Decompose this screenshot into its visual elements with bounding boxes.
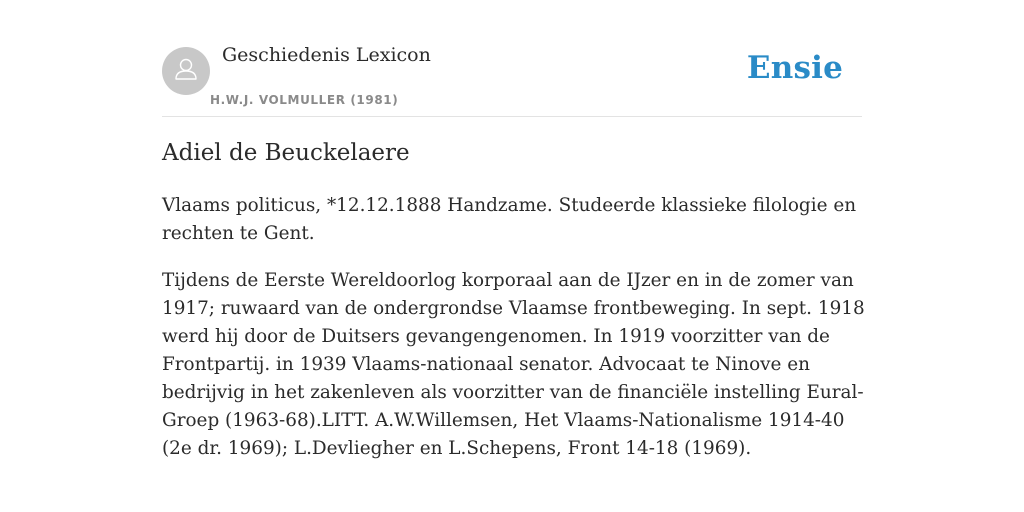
user-silhouette-icon (171, 54, 201, 89)
entry-paragraph: Tijdens de Eerste Wereldoorlog korporaal aan de IJzer en in de zomer van 1917; ruwaard van de ondergrondse Vlaamse frontbeweging. In sept. 1918 werd hij door de Duitsers gevangengenomen. In 1919 voorzitter van de Frontpartij. in 1939 Vlaams-nationaal senator. Advocaat te Ninove en bedrijvig in het zakenleven als voorzitter van de financiële instelling Eural-Groep (1963-68).LITT. A.W.Willemsen, Het Vlaams-Nationalisme 1914-40 (2e dr. 1969); L.Devliegher en L.Schepens, Front 14-18 (1969). (162, 270, 865, 459)
brand-logo[interactable]: Ensie (746, 50, 843, 86)
entry-title: Adiel de Beuckelaere (162, 140, 410, 166)
entry-paragraph: Vlaams politicus, *12.12.1888 Handzame. Studeerde klassieke filologie en rechten te Gent. (162, 195, 857, 244)
source-header (162, 0, 862, 117)
source-avatar[interactable] (162, 47, 210, 95)
source-title-link[interactable]: Geschiedenis Lexicon (222, 44, 431, 66)
entry-body (162, 192, 877, 482)
source-author: H.W.J. VOLMULLER (1981) (210, 93, 399, 107)
